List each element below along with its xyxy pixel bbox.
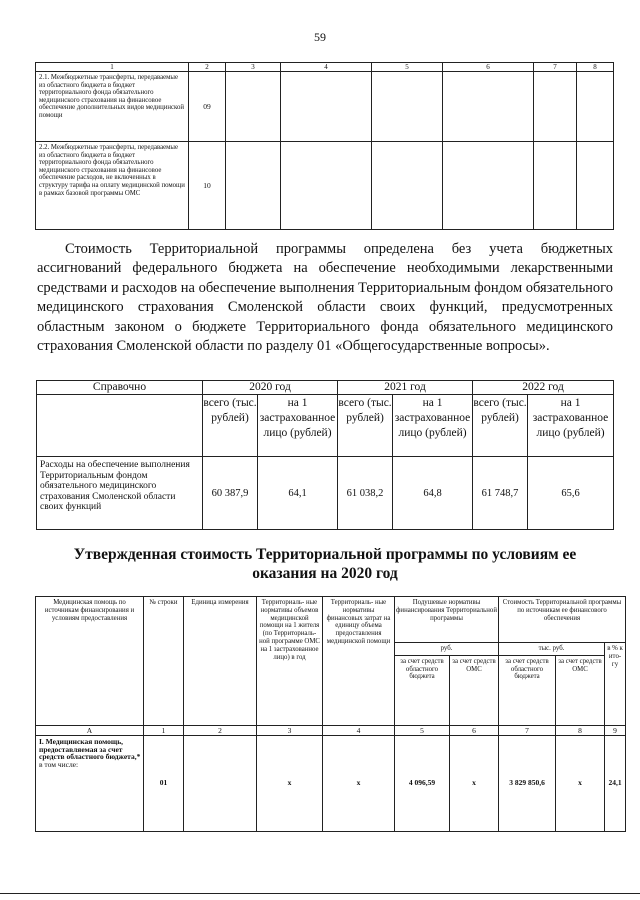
- index-cell: 9: [605, 725, 626, 735]
- header-cell: 4: [281, 63, 372, 72]
- transfers-table: [35, 62, 614, 230]
- index-cell: 6: [450, 725, 499, 735]
- row-code: 10: [189, 142, 226, 230]
- header-cell: Единица измерения: [184, 597, 257, 726]
- header-cell: за счет средств областного бюджета: [395, 655, 450, 725]
- section-heading: Утвержденная стоимость Территориальной программы по условиям ее оказания на 2020 год: [73, 546, 577, 582]
- cost-table: [35, 596, 626, 832]
- header-cell: Подушевые нормативы финансирования Территориальной программы: [395, 597, 499, 643]
- line-number: 01: [144, 735, 184, 831]
- body-paragraph: Стоимость Территориальной программы определена без учета бюджетных ассигнований федерального бюджета на обеспечение необходимыми лекарственными средствами и расходов на обеспечение выполнения Территориальным фондом обязательного медицинского страхования Смоленской области своих функций, предусмотренных областным законом о бюджете Территориального фонда обязательного медицинского страхования Смоленской области по разделу 01 «Общегосударственные вопросы».: [37, 241, 613, 355]
- table-row: [36, 142, 614, 230]
- header-cell: 2: [189, 63, 226, 72]
- value-cell: 60 387,9: [203, 457, 258, 530]
- bottom-rule: [0, 893, 640, 894]
- header-cell: 7: [534, 63, 577, 72]
- value-cell: 65,6: [528, 457, 614, 530]
- row-label-sub: в том числе:: [39, 760, 79, 770]
- index-cell: 8: [556, 725, 605, 735]
- index-cell: 2: [184, 725, 257, 735]
- row-label: [36, 735, 144, 831]
- header-cell: тыс. руб.: [499, 643, 605, 656]
- header-cell: Территориаль- ные нормативы объемов медицинской помощи на 1 жителя (по Территориаль- ной программе ОМС на 1 застрахованное лицо) в год: [257, 597, 323, 726]
- header-cell: Территориаль- ные нормативы финансовых затрат на единицу объема предоставления медицинской помощи: [323, 597, 395, 726]
- header-cell: 3: [226, 63, 281, 72]
- index-cell: 4: [323, 725, 395, 735]
- value-cell: 64,8: [393, 457, 473, 530]
- value-cell: 4 096,59: [395, 735, 450, 831]
- reference-table: [36, 380, 614, 530]
- index-cell: 5: [395, 725, 450, 735]
- header-cell: руб.: [395, 643, 499, 656]
- value-cell: х: [257, 735, 323, 831]
- year-header: 2021 год: [338, 381, 473, 395]
- header-cell: 8: [577, 63, 614, 72]
- column-index-row: [36, 725, 626, 735]
- row-code: 09: [189, 72, 226, 142]
- table-row: [36, 72, 614, 142]
- reference-label: Справочно: [37, 381, 203, 395]
- header-cell: за счет средств ОМС: [556, 655, 605, 725]
- table-row: [36, 735, 626, 831]
- year-header: 2020 год: [203, 381, 338, 395]
- row-description: 2.2. Межбюджетные трансферты, передаваемые из областного бюджета в бюджет территориального фонда обязательного медицинского страхования на финансовое обеспечение расходов, не включенных в структуру тарифа на оплату медицинской помощи в рамках базовой программы ОМС: [36, 142, 189, 230]
- per-person-header: на 1 застрахованное лицо (рублей): [258, 395, 338, 457]
- header-cell: Стоимость Территориальной программы по источникам ее финансового обеспечения: [499, 597, 626, 643]
- index-cell: 3: [257, 725, 323, 735]
- value-cell: 61 748,7: [473, 457, 528, 530]
- unit-cell: [184, 735, 257, 831]
- header-row: [36, 63, 614, 72]
- header-cell: за счет средств областного бюджета: [499, 655, 556, 725]
- value-cell: х: [323, 735, 395, 831]
- subheader-row: [37, 395, 614, 457]
- index-cell: 7: [499, 725, 556, 735]
- row-description: 2.1. Межбюджетные трансферты, передаваемые из областного бюджета в бюджет территориального фонда обязательного медицинского страхования на финансовое обеспечение дополнительных видов медицинской помощи: [36, 72, 189, 142]
- total-header: всего (тыс. рублей): [203, 395, 258, 457]
- row-label: Расходы на обеспечение выполнения Территориальным фондом обязательного медицинского страхования Смоленской области своих функций: [37, 457, 203, 530]
- page-number: 59: [314, 30, 326, 44]
- header-cell: 5: [372, 63, 443, 72]
- header-cell: Медицинская помощь по источникам финансирования и условиям предоставления: [36, 597, 144, 726]
- row-label-main: I. Медицинская помощь, предоставляемая за счет средств областного бюджета,*: [39, 736, 141, 762]
- header-cell: в % к ито- гу: [605, 643, 626, 726]
- index-cell: А: [36, 725, 144, 735]
- per-person-header: на 1 застрахованное лицо (рублей): [393, 395, 473, 457]
- total-header: всего (тыс. рублей): [473, 395, 528, 457]
- value-cell: 3 829 850,6: [499, 735, 556, 831]
- value-cell: х: [556, 735, 605, 831]
- value-cell: х: [450, 735, 499, 831]
- header-cell: за счет средств ОМС: [450, 655, 499, 725]
- header-cell: № строки: [144, 597, 184, 726]
- table-row: [37, 457, 614, 530]
- header-cell: 1: [36, 63, 189, 72]
- year-header: 2022 год: [473, 381, 614, 395]
- header-cell: 6: [443, 63, 534, 72]
- total-header: всего (тыс. рублей): [338, 395, 393, 457]
- value-cell: 61 038,2: [338, 457, 393, 530]
- header-row: [37, 381, 614, 395]
- percent-cell: 24,1: [605, 735, 626, 831]
- value-cell: 64,1: [258, 457, 338, 530]
- header-row: [36, 597, 626, 643]
- index-cell: 1: [144, 725, 184, 735]
- per-person-header: на 1 застрахованное лицо (рублей): [528, 395, 614, 457]
